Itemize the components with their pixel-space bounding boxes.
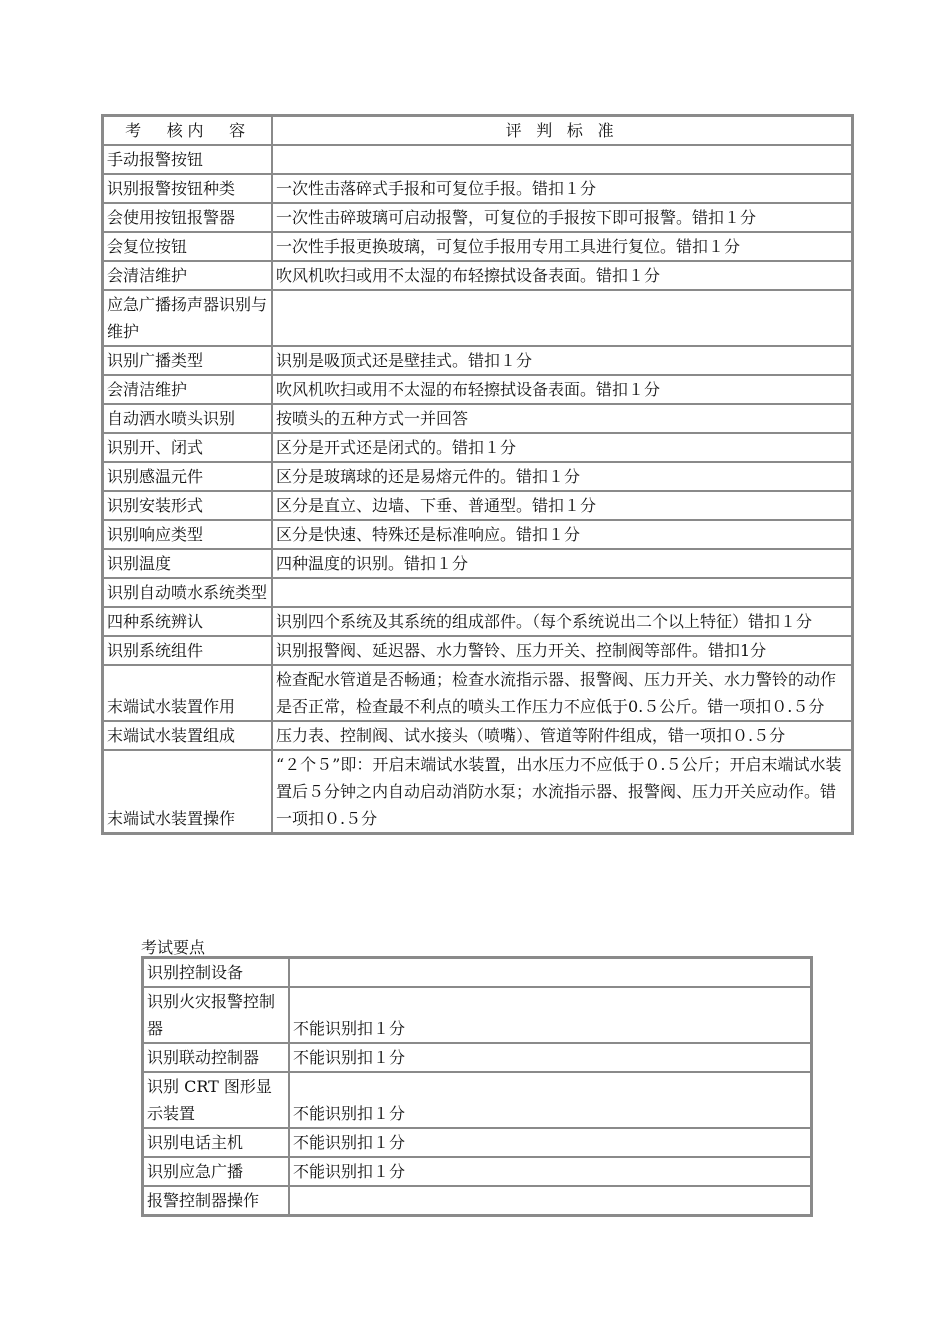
table-header-row [103, 116, 852, 145]
criteria-cell [272, 145, 852, 174]
criteria-cell: 检查配水管道是否畅通；检查水流指示器、报警阀、压力开关、水力警铃的动作是否正常，检查最不利点的喷头工作压力不应低于0.５公斤。错一项扣０.５分 [272, 665, 852, 721]
table-row [143, 1128, 811, 1157]
criteria-cell: 不能识别扣１分 [289, 1128, 811, 1157]
item-cell: 识别感温元件 [103, 462, 272, 491]
table-row [143, 1186, 811, 1215]
criteria-cell: 不能识别扣１分 [289, 1072, 811, 1128]
item-cell: 自动洒水喷头识别 [103, 404, 272, 433]
criteria-cell: 按喷头的五种方式一并回答 [272, 404, 852, 433]
item-cell: 会清洁维护 [103, 261, 272, 290]
criteria-cell: 识别四个系统及其系统的组成部件。（每个系统说出二个以上特征）错扣１分 [272, 607, 852, 636]
header-content: 考 核内 容 [103, 116, 272, 145]
item-cell: 识别安装形式 [103, 491, 272, 520]
table-row [103, 346, 852, 375]
table-row [103, 290, 852, 346]
table-row [103, 174, 852, 203]
table-row [103, 232, 852, 261]
table-row [143, 987, 811, 1043]
criteria-cell: 不能识别扣１分 [289, 1157, 811, 1186]
criteria-cell: “２个５”即：开启末端试水装置，出水压力不应低于０.５公斤；开启末端试水装置后５分钟之内自动启动消防水泵；水流指示器、报警阀、压力开关应动作。错一项扣０.５分 [272, 750, 852, 833]
exam-points-caption: 考试要点 [141, 938, 206, 957]
item-cell: 末端试水装置操作 [103, 750, 272, 833]
criteria-cell: 不能识别扣１分 [289, 987, 811, 1043]
table-row [103, 404, 852, 433]
criteria-cell: 一次性击碎玻璃可启动报警，可复位的手报按下即可报警。错扣１分 [272, 203, 852, 232]
item-cell: 识别火灾报警控制器 [143, 987, 289, 1043]
table-row [143, 1072, 811, 1128]
exam-points-table [141, 956, 813, 1217]
table-row [103, 261, 852, 290]
item-cell: 识别广播类型 [103, 346, 272, 375]
table-row [103, 665, 852, 721]
criteria-cell: 四种温度的识别。错扣１分 [272, 549, 852, 578]
item-cell: 末端试水装置组成 [103, 721, 272, 750]
item-cell: 识别应急广播 [143, 1157, 289, 1186]
criteria-cell: 区分是快速、特殊还是标准响应。错扣１分 [272, 520, 852, 549]
table-row [103, 578, 852, 607]
table-row [143, 958, 811, 987]
table-row [103, 433, 852, 462]
table-row [103, 491, 852, 520]
item-cell: 识别控制设备 [143, 958, 289, 987]
criteria-cell [272, 290, 852, 346]
item-cell: 会使用按钮报警器 [103, 203, 272, 232]
table-row [143, 1157, 811, 1186]
table-row [103, 520, 852, 549]
criteria-cell: 区分是开式还是闭式的。错扣１分 [272, 433, 852, 462]
table-row [103, 750, 852, 833]
table-row [103, 145, 852, 174]
criteria-cell: 区分是玻璃球的还是易熔元件的。错扣１分 [272, 462, 852, 491]
criteria-cell: 吹风机吹扫或用不太湿的布轻擦拭设备表面。错扣１分 [272, 261, 852, 290]
criteria-cell: 识别是吸顶式还是壁挂式。错扣１分 [272, 346, 852, 375]
criteria-cell: 区分是直立、边墙、下垂、普通型。错扣１分 [272, 491, 852, 520]
item-cell: 识别响应类型 [103, 520, 272, 549]
item-cell: 报警控制器操作 [143, 1186, 289, 1215]
criteria-cell [272, 578, 852, 607]
item-cell: 识别温度 [103, 549, 272, 578]
criteria-cell: 一次性手报更换玻璃，可复位手报用专用工具进行复位。错扣１分 [272, 232, 852, 261]
criteria-cell: 吹风机吹扫或用不太湿的布轻擦拭设备表面。错扣１分 [272, 375, 852, 404]
criteria-cell: 不能识别扣１分 [289, 1043, 811, 1072]
item-cell: 末端试水装置作用 [103, 665, 272, 721]
item-cell: 四种系统辨认 [103, 607, 272, 636]
item-cell: 应急广播扬声器识别与维护 [103, 290, 272, 346]
table-row [103, 203, 852, 232]
header-criteria: 评 判 标 准 [272, 116, 852, 145]
item-cell: 识别联动控制器 [143, 1043, 289, 1072]
item-cell: 会清洁维护 [103, 375, 272, 404]
item-cell: 手动报警按钮 [103, 145, 272, 174]
assessment-criteria-table [101, 114, 854, 835]
item-cell: 识别报警按钮种类 [103, 174, 272, 203]
item-cell: 识别开、闭式 [103, 433, 272, 462]
table-row [103, 375, 852, 404]
criteria-cell: 一次性击落碎式手报和可复位手报。错扣１分 [272, 174, 852, 203]
item-cell: 识别系统组件 [103, 636, 272, 665]
item-cell: 会复位按钮 [103, 232, 272, 261]
item-cell: 识别电话主机 [143, 1128, 289, 1157]
item-cell: 识别自动喷水系统类型 [103, 578, 272, 607]
criteria-cell [289, 958, 811, 987]
criteria-cell: 识别报警阀、延迟器、水力警铃、压力开关、控制阀等部件。错扣1分 [272, 636, 852, 665]
item-cell: 识别 CRT 图形显示装置 [143, 1072, 289, 1128]
table-row [103, 636, 852, 665]
criteria-cell [289, 1186, 811, 1215]
table-row [103, 721, 852, 750]
criteria-cell: 压力表、控制阀、试水接头（喷嘴）、管道等附件组成，错一项扣０.５分 [272, 721, 852, 750]
table-row [103, 607, 852, 636]
table-row [103, 462, 852, 491]
table-row [143, 1043, 811, 1072]
table-row [103, 549, 852, 578]
